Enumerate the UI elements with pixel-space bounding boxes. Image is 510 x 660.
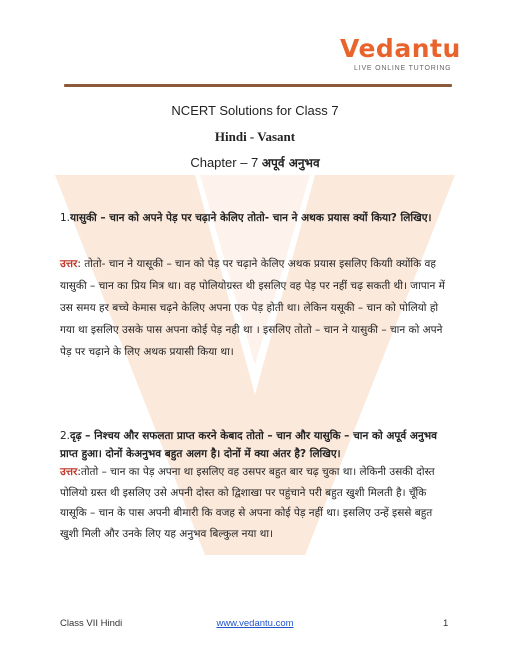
answer-2 — [60, 462, 450, 544]
chapter-heading — [0, 153, 510, 173]
footer-website-link[interactable]: www.vedantu.com — [216, 618, 294, 629]
question-number: 2. — [60, 430, 71, 442]
answer-label: उत्तर — [60, 466, 78, 478]
answer-text: :तोतो – चान का पेड़ अपना था इसलिए वह उसपर बहुत बार चढ़ चुका था। लेकिनी उसकी दोस्त पोलियो ग्रस्त थी इसलिए उसे अपनी दोस्त को द्विशाखा पर पहुंचाने परी बहुत खुशी मिलती है। चूँकि यासूकि – चान के पास अपनी बीमारी कि वजह से अपना कोई पेड़ नहीं था। इसलिए उन्हें इससे बहुत खुशी मिली और उनके लिए यह अनुभव बिल्कुल नया था। — [60, 466, 435, 540]
logo-tagline: LIVE ONLINE TUTORING — [354, 65, 452, 72]
question-1 — [60, 209, 448, 227]
answer-1 — [60, 253, 450, 363]
document-title — [0, 101, 510, 173]
vedantu-logo — [340, 36, 470, 80]
question-number: 1. — [60, 212, 71, 224]
answer-label: उत्तर — [60, 258, 78, 270]
subject-heading: Hindi - Vasant — [214, 129, 296, 144]
logo-wordmark: Vedantu — [340, 34, 461, 63]
question-text: दृढ़ – निश्चय और सफलता प्राप्त करने केबाद तोतो – चान और यासुकि – चान को अपूर्व अनुभव प्राप्त हुआ। दोनों केअनुभव बहुत अलग है। दोनों में क्या अंतर है? लिखिए। — [60, 430, 437, 460]
header-rule — [64, 84, 452, 87]
footer-class-label: Class VII Hindi — [60, 618, 123, 629]
page-number: 1 — [443, 618, 449, 629]
question-2 — [60, 427, 448, 463]
solutions-heading: NCERT Solutions for Class 7 — [171, 103, 339, 118]
chapter-title: अपूर्व अनुभव — [261, 156, 320, 170]
question-text: यासुकी – चान को अपने पेड़ पर चढ़ाने केलिए तोतो- चान ने अथक प्रयास क्यों किया? लिखिए। — [70, 212, 432, 224]
answer-text: : तोतो- चान ने यासूकी – चान को पेड़ पर चढ़ाने केलिए अथक प्रयास इसलिए कियाी क्योंकि वह यासुकी – चान का प्रिय मित्र था। वह पोलियोग्रस्त थी इसलिए वह पेड़ पर नहीं चढ़ सकती थी। जापान में उस समय हर बच्चे केमास चढ़ने केलिए अपना एक पेड़ होती था। लेकिन यसूकी – चान को पोलियो हो गया था इसलिए उसके पास अपना कोई पेड़ नही था । इसलिए तोतो – चान ने यासुकी – चान को अपने पेड़ पर चढ़ाने के लिए अथक प्रयासी किया था। — [60, 258, 445, 358]
chapter-prefix: Chapter – 7 — [190, 155, 262, 170]
